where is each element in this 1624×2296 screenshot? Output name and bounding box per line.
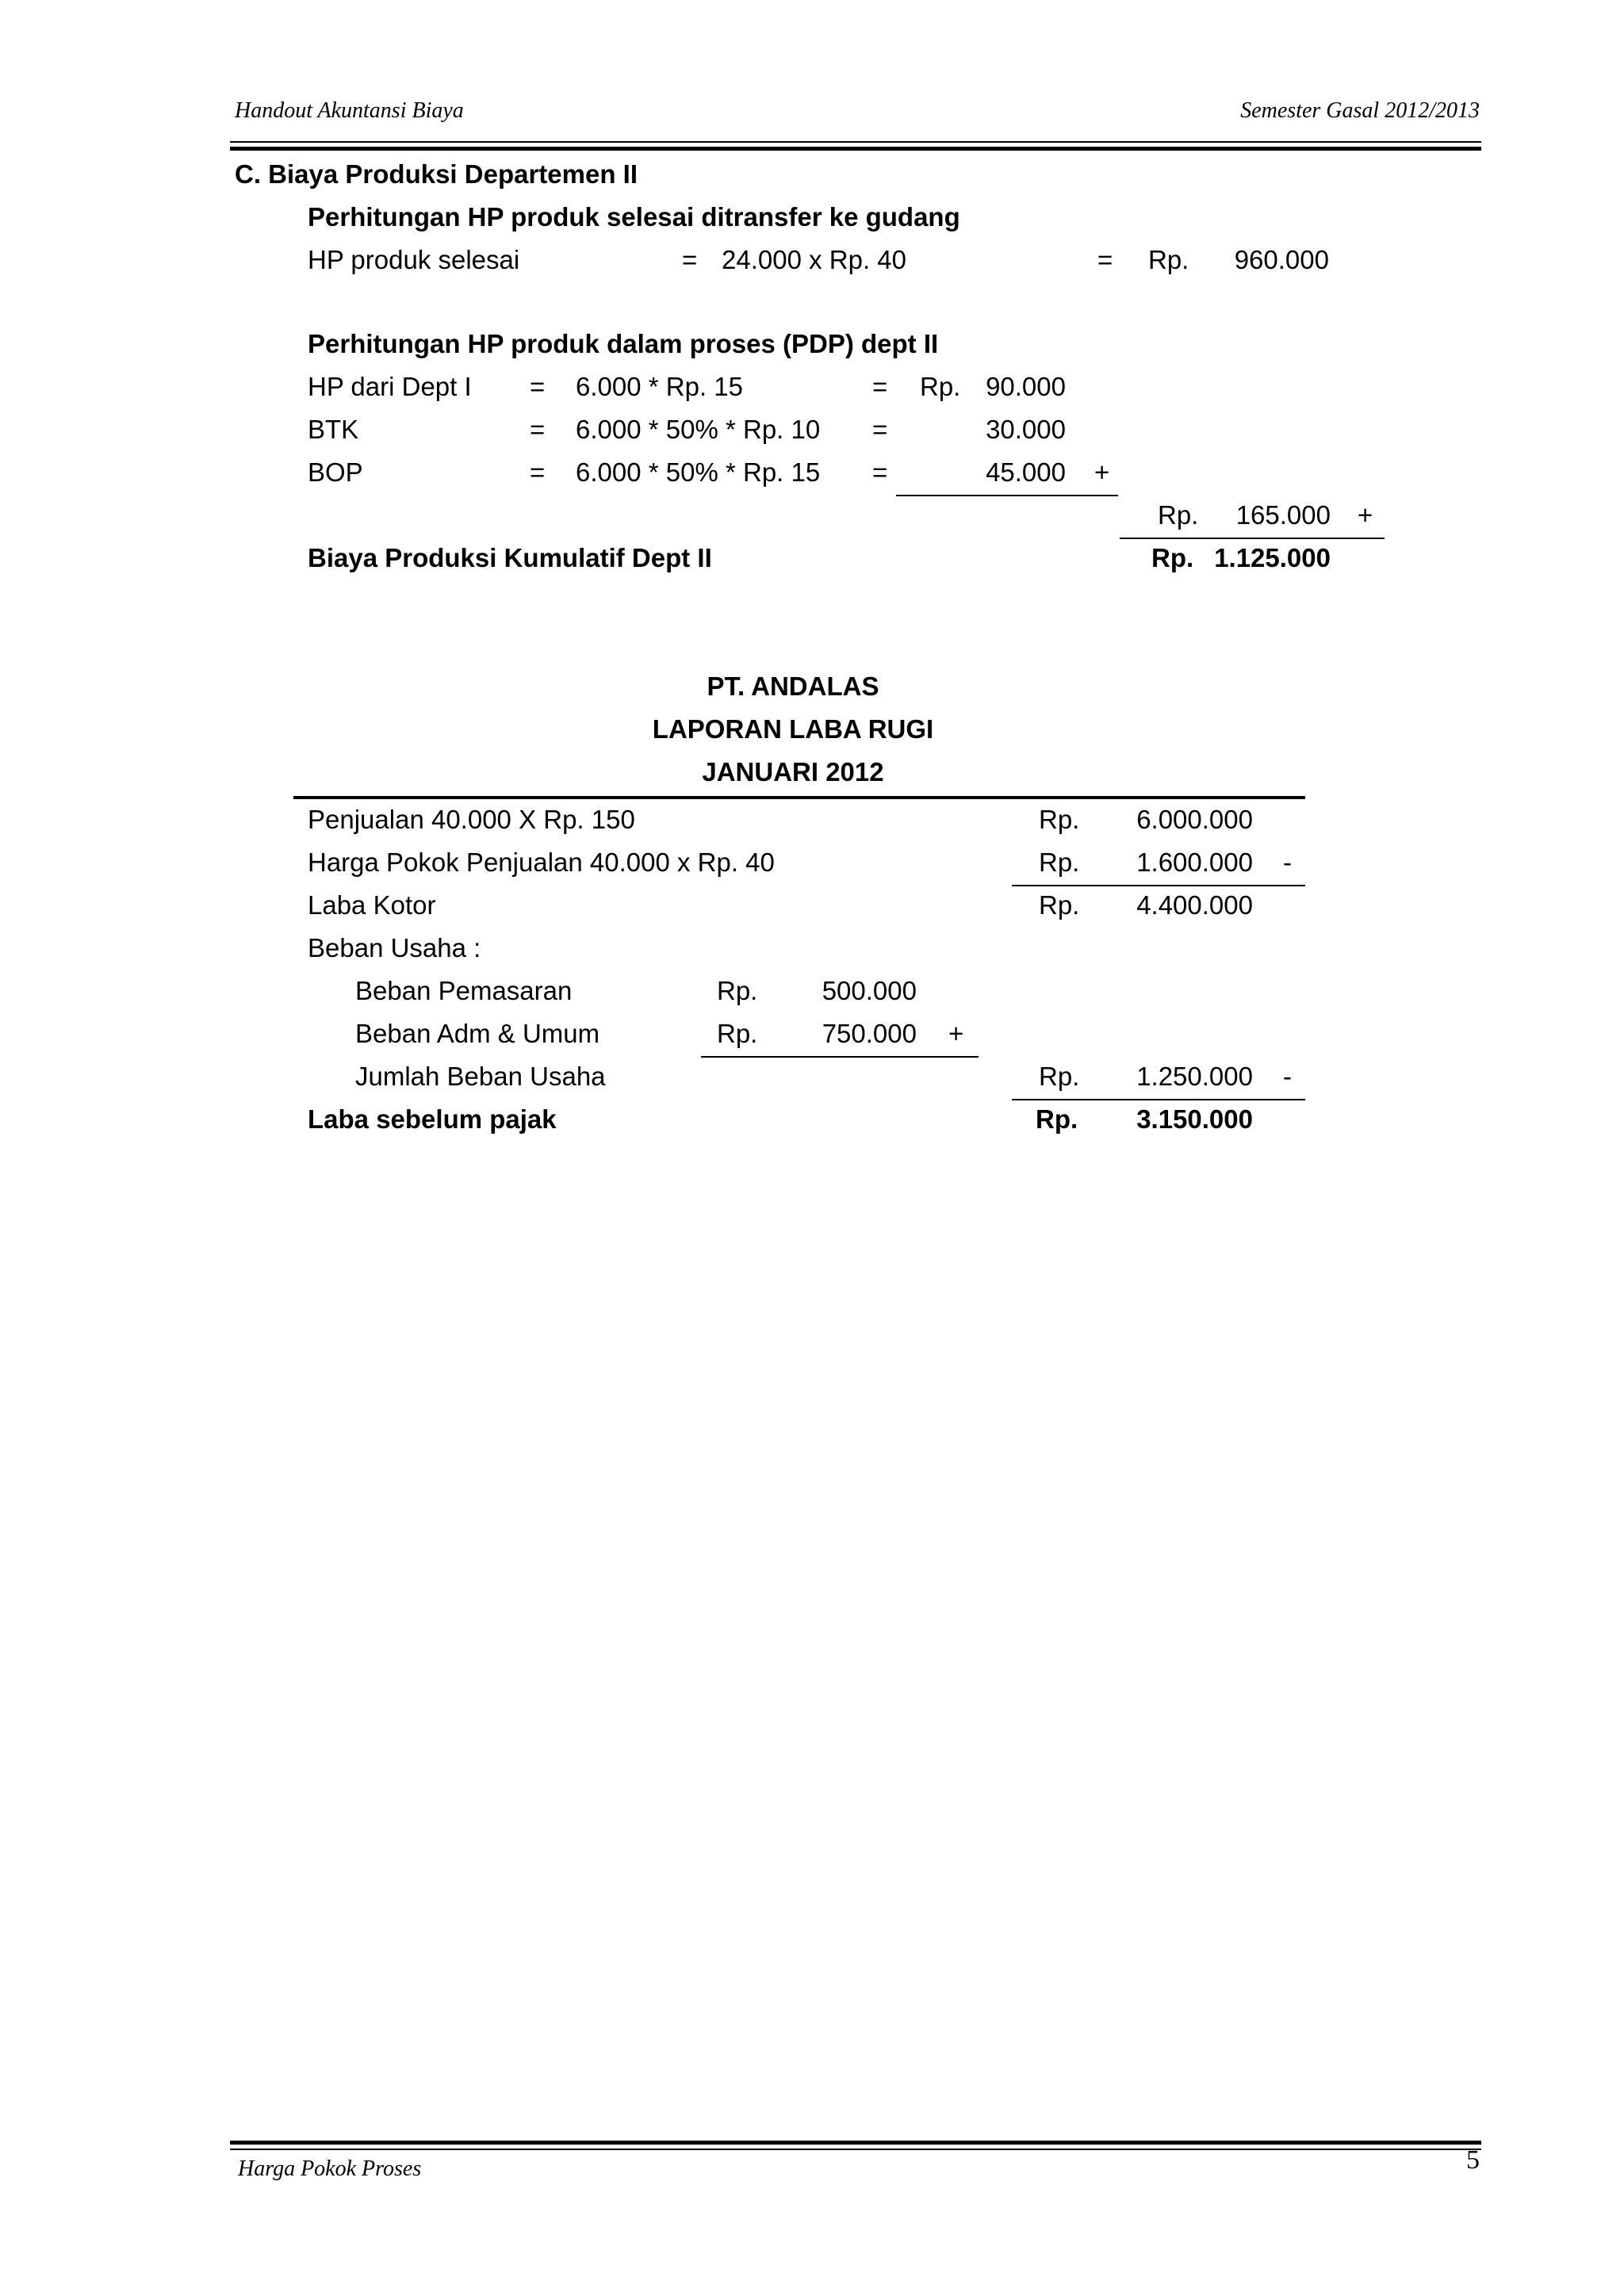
laba-kotor-value: 4.400.000 (1136, 890, 1253, 920)
hp-selesai-formula: 24.000 x Rp. 40 (722, 245, 906, 274)
pdp-heading: Perhitungan HP produk dalam proses (PDP) dept II (308, 329, 939, 358)
pdp-row-value: 45.000 (986, 457, 1066, 487)
laba-sebelum-pajak-value: 3.150.000 (1136, 1104, 1253, 1134)
header-right-text: Semester Gasal 2012/2013 (1240, 98, 1480, 123)
footer-left-text: Harga Pokok Proses (238, 2156, 422, 2181)
beban-pemasaran-label: Beban Pemasaran (355, 976, 573, 1005)
pdp-row-op: + (1094, 457, 1110, 487)
hp-selesai-rp: Rp. (1148, 245, 1189, 274)
hp-selesai-eq: = (682, 245, 698, 274)
penjualan-rp: Rp. (1039, 805, 1080, 834)
hp-selesai-label: HP produk selesai (308, 245, 520, 274)
report-header-rule (293, 796, 1305, 799)
pdp-row-formula: 6.000 * Rp. 15 (576, 372, 743, 401)
pdp-row-value: 90.000 (986, 372, 1066, 401)
beban-adm-op: + (948, 1019, 964, 1048)
beban-adm-label: Beban Adm & Umum (355, 1019, 600, 1048)
hpp-rule (1012, 885, 1305, 886)
pdp-row-value: 30.000 (986, 415, 1066, 444)
report-title: LAPORAN LABA RUGI (652, 714, 934, 744)
pdp-row-eq2: = (872, 372, 888, 401)
penjualan-label: Penjualan 40.000 X Rp. 150 (308, 805, 635, 834)
penjualan-value: 6.000.000 (1136, 805, 1253, 834)
cumulative-label: Biaya Produksi Kumulatif Dept II (308, 543, 712, 572)
pdp-row-eq2: = (872, 457, 888, 487)
pdp-total-rp: Rp. (1158, 500, 1199, 530)
pdp-total-op: + (1358, 500, 1373, 530)
report-period: JANUARI 2012 (702, 757, 884, 786)
footer-rule-top (230, 2141, 1481, 2145)
pdp-row-formula: 6.000 * 50% * Rp. 10 (576, 415, 821, 444)
pdp-row-label: BTK (308, 415, 359, 444)
cumulative-rp: Rp. (1151, 543, 1194, 572)
pdp-row-label: BOP (308, 457, 363, 487)
pdp-total-value: 165.000 (1235, 500, 1331, 530)
beban-pemasaran-value: 500.000 (822, 976, 917, 1005)
cumulative-rule (1120, 538, 1385, 539)
beban-usaha-label: Beban Usaha : (308, 933, 481, 962)
jumlah-beban-rule (1012, 1099, 1305, 1100)
beban-adm-rp: Rp. (717, 1019, 758, 1048)
hp-selesai-eq2: = (1097, 245, 1113, 274)
footer-rule-bottom (230, 2149, 1481, 2150)
transfer-heading: Perhitungan HP produk selesai ditransfer ke gudang (308, 202, 960, 232)
hpp-label: Harga Pokok Penjualan 40.000 x Rp. 40 (308, 848, 775, 877)
section-c-title: C. Biaya Produksi Departemen II (235, 159, 638, 189)
beban-pemasaran-rp: Rp. (717, 976, 758, 1005)
pdp-row-eq: = (530, 457, 546, 487)
beban-subtotal-rule (701, 1056, 979, 1058)
hpp-op: - (1283, 848, 1292, 877)
header-rule-bottom (230, 147, 1481, 151)
hp-selesai-value: 960.000 (1234, 245, 1329, 274)
pdp-row-eq: = (530, 372, 546, 401)
cumulative-value: 1.125.000 (1214, 543, 1331, 572)
laba-kotor-label: Laba Kotor (308, 890, 436, 920)
jumlah-beban-rp: Rp. (1039, 1062, 1080, 1091)
pdp-row-rp: Rp. (920, 372, 961, 401)
jumlah-beban-op: - (1283, 1062, 1292, 1091)
pdp-row-eq: = (530, 415, 546, 444)
company-name: PT. ANDALAS (707, 672, 879, 701)
page-number: 5 (1466, 2145, 1480, 2175)
hpp-rp: Rp. (1039, 848, 1080, 877)
header-rule-top (230, 141, 1481, 143)
beban-adm-value: 750.000 (822, 1019, 917, 1048)
pdp-subtotal-rule (896, 495, 1118, 496)
laba-sebelum-pajak-rp: Rp. (1036, 1104, 1078, 1134)
laba-sebelum-pajak-label: Laba sebelum pajak (308, 1104, 557, 1134)
header-left-text: Handout Akuntansi Biaya (235, 98, 464, 123)
laba-kotor-rp: Rp. (1039, 890, 1080, 920)
jumlah-beban-label: Jumlah Beban Usaha (355, 1062, 606, 1091)
jumlah-beban-value: 1.250.000 (1136, 1062, 1253, 1091)
pdp-row-label: HP dari Dept I (308, 372, 472, 401)
pdp-row-eq2: = (872, 415, 888, 444)
hpp-value: 1.600.000 (1136, 848, 1253, 877)
pdp-row-formula: 6.000 * 50% * Rp. 15 (576, 457, 821, 487)
